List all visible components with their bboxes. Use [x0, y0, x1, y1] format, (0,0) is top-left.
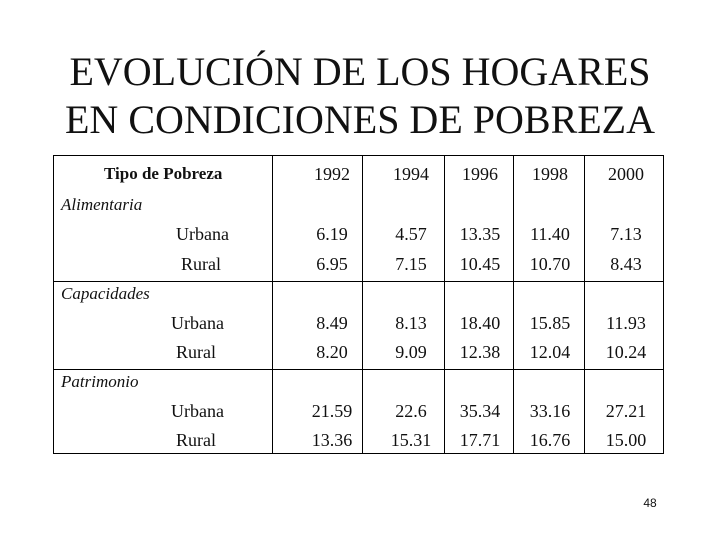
page-number: 48 [643, 496, 657, 510]
header-year: 1992 [314, 164, 350, 184]
value-cell: 33.16 [529, 401, 571, 421]
value-cell: 13.36 [311, 430, 353, 450]
header-year: 2000 [608, 164, 644, 184]
value-cell: 18.40 [459, 313, 501, 333]
row-label-rural: Rural [181, 254, 221, 274]
value-cell: 7.15 [395, 254, 427, 274]
value-cell: 22.6 [395, 401, 427, 421]
value-cell: 13.35 [459, 224, 501, 244]
slide-title [0, 48, 720, 144]
value-cell: 12.38 [459, 342, 501, 362]
value-cell: 6.95 [316, 254, 348, 274]
group-label-alimentaria: Alimentaria [61, 195, 143, 214]
value-cell: 35.34 [459, 401, 501, 421]
value-cell: 9.09 [395, 342, 427, 362]
value-cell: 15.00 [605, 430, 647, 450]
value-cell: 10.70 [529, 254, 571, 274]
slide-title-line-1: EVOLUCIÓN DE LOS HOGARES [69, 49, 651, 94]
row-label-urbana: Urbana [176, 224, 229, 244]
header-year: 1994 [393, 164, 429, 184]
row-label-rural: Rural [176, 342, 216, 362]
row-label-rural: Rural [176, 430, 216, 450]
value-cell: 8.20 [316, 342, 348, 362]
value-cell: 8.49 [316, 313, 348, 333]
value-cell: 10.45 [459, 254, 501, 274]
column-divider [272, 156, 273, 453]
slide-title-line-2: EN CONDICIONES DE POBREZA [65, 97, 655, 142]
value-cell: 21.59 [311, 401, 353, 421]
value-cell: 15.31 [390, 430, 432, 450]
row-label-urbana: Urbana [171, 313, 224, 333]
group-label-capacidades: Capacidades [61, 284, 150, 303]
row-divider [54, 281, 663, 282]
value-cell: 17.71 [459, 430, 501, 450]
value-cell: 27.21 [605, 401, 647, 421]
value-cell: 4.57 [395, 224, 427, 244]
header-year: 1998 [532, 164, 568, 184]
value-cell: 11.93 [606, 313, 646, 333]
poverty-table [53, 155, 664, 454]
header-year: 1996 [462, 164, 498, 184]
row-label-urbana: Urbana [171, 401, 224, 421]
group-label-patrimonio: Patrimonio [61, 372, 139, 391]
value-cell: 11.40 [530, 224, 570, 244]
column-divider [584, 156, 585, 453]
header-poverty-type: Tipo de Pobreza [104, 164, 223, 183]
row-divider [54, 369, 663, 370]
value-cell: 8.13 [395, 313, 427, 333]
value-cell: 10.24 [605, 342, 647, 362]
value-cell: 8.43 [610, 254, 642, 274]
value-cell: 16.76 [529, 430, 571, 450]
value-cell: 7.13 [610, 224, 642, 244]
value-cell: 6.19 [316, 224, 348, 244]
value-cell: 15.85 [529, 313, 571, 333]
column-divider [444, 156, 445, 453]
value-cell: 12.04 [529, 342, 571, 362]
column-divider [513, 156, 514, 453]
